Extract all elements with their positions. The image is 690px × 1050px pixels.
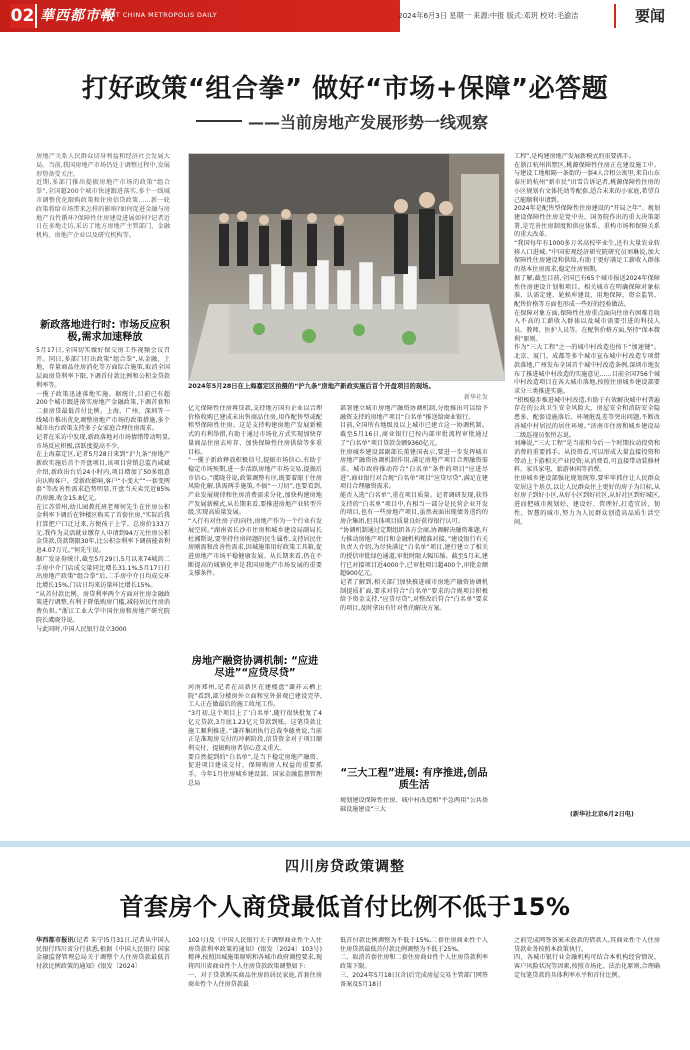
bottom-band: [0, 841, 690, 847]
bottom-byline: 华西都市报讯: [36, 937, 74, 944]
col1-body: 5月17日,全国切实做好保交房工作视频会议召开。同日,多部门打出政策“组合拳”,从金融、土地、存量商品住房消化等方面综合施策,取消全国层面房贷利率下限,下调首付款比例和公积金贷款利率等。 一揽子政策迅速落地实施。据统计,目前已有超200个城市跟进落实房地产金融政策,下调首套和二套房贷最低首付比例。上海、广州、深圳等一线城市推出优化调整房地产市场的政策措施,多个城市出台政策支持多子女家庭合理住房需求。 记者在采访中发现,新政落地对市场情绪带动明显,市场反应积极,活跃度提高不少。 在上海嘉定区,记者5月28日来到“沪九条”房地产新政实施后首个开盘项目,该项目营销总监肖咸斌介绍,新政出台后24小时内,项目增加了50多组意向认购客户。受新政影响,客户“小变大”“一套变两套”等改善性需求趋势明显,开盘当天卖完近85%的房源,收金15.8亿元。 在江苏常州,幼儿园教托班老师何先生在住房公积金利率下调后在钟楼区购买了首套住房,“实际后我打算把户口迁过来,方便孩子上学。总房价133万元,我作为灵活就业缴存人申请到94万元住房公积金贷款,贷款期限30年,比公积金利率下调前能省利息4.07万元。”何先生说。 据广发证券统计,截至5月29日,5月以来74城的二手房中介门店成交量同比增长31.1%,5月17日打出房地产政策“组合拳”后,二手房中介日均成交环比增长15%,门店日均来访量环比增长15%。 “从首付款比例、房贷利率两个方面对住房金融政策进行调整,有利于降低购房门槛,减轻居民住房消费负担。”浙江工业大学中国住房和房地产研究院院长虞晓芬说。 与此同时,中国人民银行设立3000: [36, 347, 170, 633]
newspaper-logo-english: WEST CHINA METROPOLIS DAILY: [100, 11, 218, 19]
dateline: 2024年6月3日 星期一 来源:中报 版式:邓玥 校对:毛渝洁: [398, 11, 579, 20]
col3-body: 部署建立城市房地产融资协调机制,分批推出可以给予融资支持的房地产项目“白名单”推送给商业银行。 目前,全国所有地级及以上城市已建立这一协调机制。截至5月16日,商业银行已按内部审批流程审批通过了“白名单”项目贷款金额9360亿元。 住房城乡建设部副部长董建国表示,要进一步发挥城市房地产融资协调机制作用,满足房地产项目合理融资需求。城市政府推动符合“白名单”条件的项目“应进尽进”,商业银行对合规“白名单”项目“应贷尽贷”,满足在建项目合理融资需求。 能否入选“白名单”,重在项目质量。记者调研发现,获得支持的“白名单”项目中,有相当一部分是民营企业开发的项目,也有一些房地产项目,虽然表面出现债务违约的房企集团,但具体项目质量良好获得银行认可。 “协调机制通过定期组织各方会商,协调解决融资难题,有力推动房地产项目和金融机构精准对接。”建设银行有关负责人介绍,为尽快满足“白名单”项目,建行建立了相关的授信审批绿色通道,审批时限大幅压缩。截至5月末,建行已对接项目近4000个,已审批项目超400个,审批金额超900亿元。 记者了解到,相关部门加快推进城市房地产融资协调机制提质扩面,要求对符合“白名单”要求的合规项目积极给予资金支持,“应贷尽贷”,对整改后符合“白名单”要求的项目,及时拿出有针对性的解决方案。: [340, 405, 488, 613]
col2-heading: 房地产融资协调机制: “应进尽进”“应贷尽贷”: [191, 656, 319, 679]
bottom-col3: 低首付款比例调整为不低于15%,二套住房商业性个人住房贷款最低首付款比例调整为不低于25%。 二、取消首套住房和二套住房商业性个人住房贷款利率政策下限。 三、2024年5月18日(含)后完成房屋交易主管部门网签备案及5月18日: [340, 937, 488, 988]
bottom-kicker: 四川房贷政策调整: [285, 859, 405, 875]
col2-body-cont: 河南郑州,记者在高新区在建楼盘“谦祥云栖上院”看到,部分楼房外立面和室外景观已建设完毕,工人正在做最后的施工收尾工作。 “3月初,这个项目上了‘白名单’,随行很快批复了4亿元贷款,3月底1.23亿元贷款到账。这笔贷款让施工顺利推进。”谦祥集团执行总裁李德勇说,当前正是准现房交付的冲刺阶段,信贷资金对于项目顺利交付、提振购房者信心意义重大。 要自然提到的“白名单”,是当下稳定房地产融资、促进项目建成交付、保障购房人权益的重要抓手。今年1月住房城乡建设部、国家金融监督管理总局: [188, 684, 322, 787]
bottom-col1: [36, 937, 170, 972]
bottom-headline: 首套房个人商贷最低首付比例不低于15%: [119, 893, 571, 921]
sales-office-scene-image: [189, 154, 505, 381]
section-tag: 要闻: [614, 4, 684, 28]
photo-caption: 2024年5月28日在上海嘉定区拍摄的“沪九条”房地产新政实施后首个开盘项目的现场。: [188, 383, 435, 390]
bottom-col4: 之前完成网签备案未放款的借款人,其商业性个人住房贷款业务按照本政策执行。 四、各城市银行业金融机构可结合本机构经营情况、客户风险状况等因素,按照市场化、法治化原则,合理确定每笔贷款的具体利率水平和首付比例。: [514, 937, 660, 979]
main-headline: 打好政策“组合拳” 做好“市场+保障”必答题: [81, 74, 609, 104]
photo-credit: 新华社发: [464, 394, 489, 401]
article-intro: 房地产关系人民群众切身利益和经济社会发展大局。当前,我国房地产市场仍处于调整过程中,发展形势备受关注。 近期,多部门推出提振房地产市场的政策“组合拳”,全国超200个城市快速跟进落实,多个一线城市调整优化限购政策和住房信贷政策……新一轮政策将给市场带来怎样的影响?如何促进金融与房地产良性循环?保障性住房建设进展如何?记者近日在多地走访,采访了地方房地产主管部门、金融机构、房地产企业以及研究机构等。: [36, 153, 170, 240]
bottom-col2: 102号)及《中国人民银行关于调整商业性个人住房贷款利率政策的通知》(银发〔2024〕103号)精神,按照因城施策原则和各城市政府调控要求,现将四川省商业性个人住房贷款政策调整如下: 一、对于贷款购买商品住房的居民家庭,首套住房商业性个人住房贷款最: [188, 937, 322, 988]
col4-body: 工程”,是构建房地产发展新模式的重要抓手。 在浙江杭州拱墅区,桃源保障性住房正在建设施工中。与建设工地相隔一条街的一套4人合租公寓里,来自山东泰庄的杭州“新市民”田雪告诉记者,桃源保障性住房的小区规划有文体托幼等配套,适合未来的小家庭,希望自己能顺利申请到。 2024年是配售型保障性住房建设的“开局之年”。规划建设保障性住房是党中央、国务院作出的重大决策部署,是完善住房制度和供应体系、重构市场和保障关系的重大改革。 “我国每年有1000多万名高校毕业生,还有大量农业转移人口进城。”中国宏观经济研究院研究员刘琳说,加大保障性住房建设和供给,有助于更好满足工薪收入群体的基本住房需求,稳定住房预期。 据了解,截至目前,全国已有65个城市报送2024年保障性住房建设计划和项目。相关城市在明确保障对象标准、认需定建、轮候库建设、用地保障、资金监管、配售价格等方面也形成一些好的经验做法。 在保障对象方面,保障性住房重点面向住房有困难且收入不高的工薪收入群体以及城市需要引进的科技人员、教师、医护人员等。在配售价格方面,坚持“保本微利”原则。 作为“三大工程”之一的城中村改造也按下“加速键”。北京、厦门、成都等多个城市宣布城中村改造专项借款落地,广州发布全国首个城中村改造条例,深圳市地发布了推进城中村改造的实施意见……目前全国756个城中村改造项目在各大城市落地,按照住房城乡建设部要求分三类推进实施。 “积极稳步推进城中村改造,有助于有效解决城中村普遍存在的公共卫生安全风险大、房屋安全和消防安全隐患多、配套设施落后、环境脏乱差等突出问题,不断改善城中村居民的居住环境。”济南市住房和城乡建设局二级巡视员张恒志说。 刘琳说,“三大工程”是当前和今后一个时期拉动投资和消费的重要抓手。从投资看,可以形成大量直接投资和带动上下游相关产业投资;从消费看,可直接带动装修材料、家具家电、旅游休闲等消费。 住房城乡建设部强化规划统筹,要牢牢抓住让人民群众安居这个基点,以让人民群众住上更好的房子为目标,从好房子到好小区,从好小区到好社区,从好社区到好城区,进而把城市规划好、建设好、管理好,打造宜居、韧性、智慧的城市,努力为人民群众创造高品质生活空间。: [514, 153, 660, 526]
col3-body-cont: 规划建设保障性住房、城中村改造和“平急两用”公共基础设施建设“三大: [340, 797, 488, 813]
col3-heading: “三大工程”进展: 有序推进,创品质生活: [340, 768, 488, 791]
article-source: (新华社北京6月2日电): [570, 811, 634, 818]
subheadline-dash: [196, 120, 242, 122]
col1-heading: 新政落地进行时: 市场反应积极,需求加速释放: [40, 320, 170, 343]
subheadline: ——当前房地产发展形势一线观察: [248, 113, 489, 132]
bottom-col1-text: (记者 朱宁)5月31日,记者从中国人民银行四川省分行获悉,根据《中国人民银行 国家金融监督管理总局关于调整个人住房贷款最低首付款比例政策的通知》(银发〔2024〕: [36, 937, 170, 971]
col2-body: 亿元保障性住房再贷款,支持地方国有企业以合理价格收购已建成未出售商品住房,用作配售型或配租型保障性住房。这是支持构建房地产发展新模式的有利举措,有助于通过市场化方式实现加快存量商品住房去库存、加快保障性住房供给等多重目标。 “一揽子新政释放积极信号,提振市场信心,有助于稳定市场预期,进一步活跃房地产市场交易,提振后市信心。”虞晓芬说,政策调整有序,既要着眼于住房风险化解,供需两手施策,不搞“一刀切”,也要看到,产业发展规律和住房消费需求分化,加快构建房地产发展新模式,从长期来看,要推进房地产业转型升级,实现高质量发展。 “入行有对住房子的向往,房地产作为一个行业有发展空间。”湖南省长沙市住房和城乡建设局副局长杜湘斯说,要坚持住房问题的民生属性,支持居民住房刚需和改善性需求,因城施策用好政策工具箱,促进房地产市场平稳健康发展。从长期来看,仍在不断提高的城镇化率是我国房地产市场发展的重要支撑条件。: [188, 405, 322, 578]
news-photo: [188, 153, 505, 381]
page-number: 02: [10, 4, 37, 28]
newspaper-logo: 華西都市報: [40, 8, 115, 24]
